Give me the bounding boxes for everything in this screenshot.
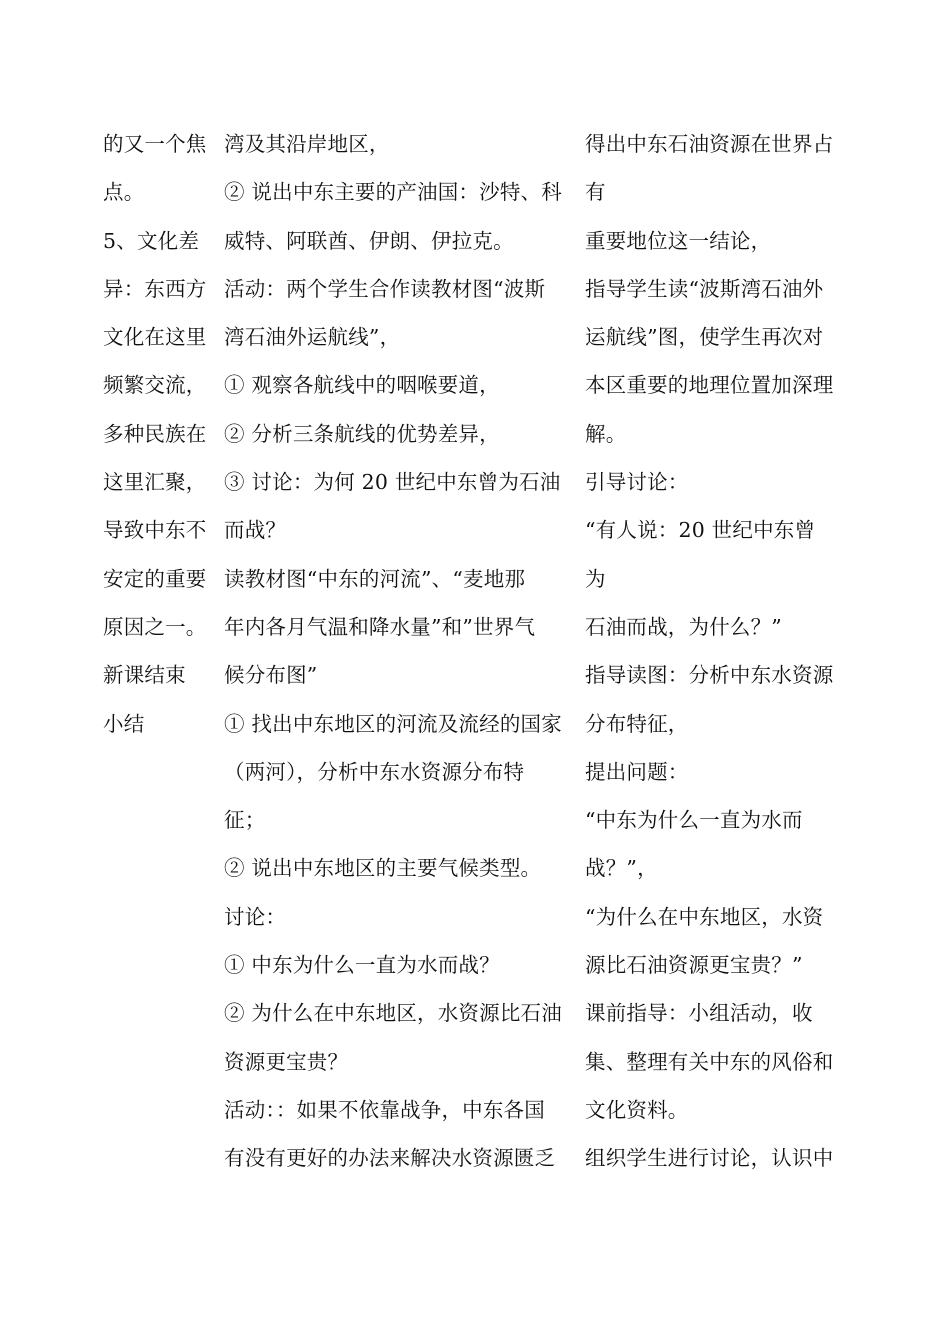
text-line: 解。 — [585, 421, 627, 446]
text-line: 战？”， — [585, 856, 658, 881]
text-line: 文化资料。 — [585, 1097, 689, 1122]
text-line: 有 — [585, 180, 606, 205]
text-line: 5、文化差 — [103, 228, 200, 253]
text-line: 运航线”图，使学生再次对 — [585, 325, 824, 350]
text-line: 为 — [585, 566, 606, 591]
text-line: （两河），分析中东水资源分布特 — [224, 759, 525, 784]
text-line: 活动：：如果不依靠战争，中东各国 — [224, 1097, 545, 1122]
text-line: 本区重要的地理位置加深理 — [585, 373, 834, 398]
text-line: 候分布图” — [224, 663, 318, 688]
text-line: 湾及其沿岸地区， — [224, 132, 390, 156]
text-line: ③ 讨论：为何 20 世纪中东曾为石油 — [224, 470, 561, 495]
text-line: 课前指导：小组活动，收 — [585, 1001, 813, 1026]
text-line: 组织学生进行讨论，认识中 — [585, 1146, 834, 1171]
text-line: 得出中东石油资源在世界占 — [585, 132, 834, 156]
text-line: 指导读图：分析中东水资源 — [585, 663, 834, 688]
text-line: 源比石油资源更宝贵？” — [585, 953, 803, 978]
column-teacher-guidance — [585, 120, 847, 1183]
text-line: ① 找出中东地区的河流及流经的国家 — [224, 711, 562, 736]
text-line: ② 分析三条航线的优势差异， — [224, 421, 500, 446]
text-line: 活动：两个学生合作读教材图“波斯 — [224, 276, 546, 301]
text-line: 读教材图“中东的河流”、“麦地那 — [224, 566, 526, 591]
text-line: ② 说出中东地区的主要气候类型。 — [224, 856, 542, 881]
text-line: 新课结束 — [103, 663, 186, 688]
text-line: 有没有更好的办法来解决水资源匮乏 — [224, 1146, 556, 1171]
column-content — [103, 120, 215, 748]
text-line: 资源更宝贵？ — [224, 1049, 349, 1074]
text-line: 集、整理有关中东的风俗和 — [585, 1049, 834, 1074]
text-line: 的又一个焦 — [103, 132, 207, 156]
text-line: 而战？ — [224, 518, 287, 543]
text-line: 异：东西方 — [103, 276, 207, 301]
text-line: 频繁交流， — [103, 373, 207, 398]
column-student-activity — [224, 120, 582, 1183]
text-line: 重要地位这一结论， — [585, 228, 772, 253]
text-line: 指导学生读“波斯湾石油外 — [585, 276, 824, 301]
text-line: 讨论： — [224, 904, 287, 929]
text-line: 文化在这里 — [103, 325, 207, 350]
text-line: 引导讨论： — [585, 470, 689, 495]
text-line: 安定的重要 — [103, 566, 207, 591]
text-line: “中东为什么一直为水而 — [585, 808, 803, 833]
text-line: ② 为什么在中东地区，水资源比石油 — [224, 1001, 562, 1026]
text-line: ① 中东为什么一直为水而战？ — [224, 953, 500, 978]
text-line: ① 观察各航线中的咽喉要道， — [224, 373, 500, 398]
text-line: 威特、阿联酋、伊朗、伊拉克。 — [224, 228, 514, 253]
text-line: 年内各月气温和降水量”和”世界气 — [224, 614, 536, 639]
text-line: ② 说出中东主要的产油国：沙特、科 — [224, 180, 562, 205]
text-line: “为什么在中东地区，水资 — [585, 904, 824, 929]
text-line: 分布特征， — [585, 711, 689, 736]
text-line: 导致中东不 — [103, 518, 207, 543]
text-line: 小结 — [103, 711, 145, 736]
text-line: 多种民族在 — [103, 421, 207, 446]
text-line: 原因之一。 — [103, 614, 207, 639]
text-line: 征； — [224, 808, 266, 833]
text-line: 这里汇聚， — [103, 470, 207, 495]
text-line: 石油而战，为什么？” — [585, 614, 782, 639]
text-line: 提出问题： — [585, 759, 689, 784]
text-line: “有人说：20 世纪中东曾 — [585, 518, 816, 543]
text-line: 点。 — [103, 180, 145, 205]
text-line: 湾石油外运航线”， — [224, 325, 401, 350]
